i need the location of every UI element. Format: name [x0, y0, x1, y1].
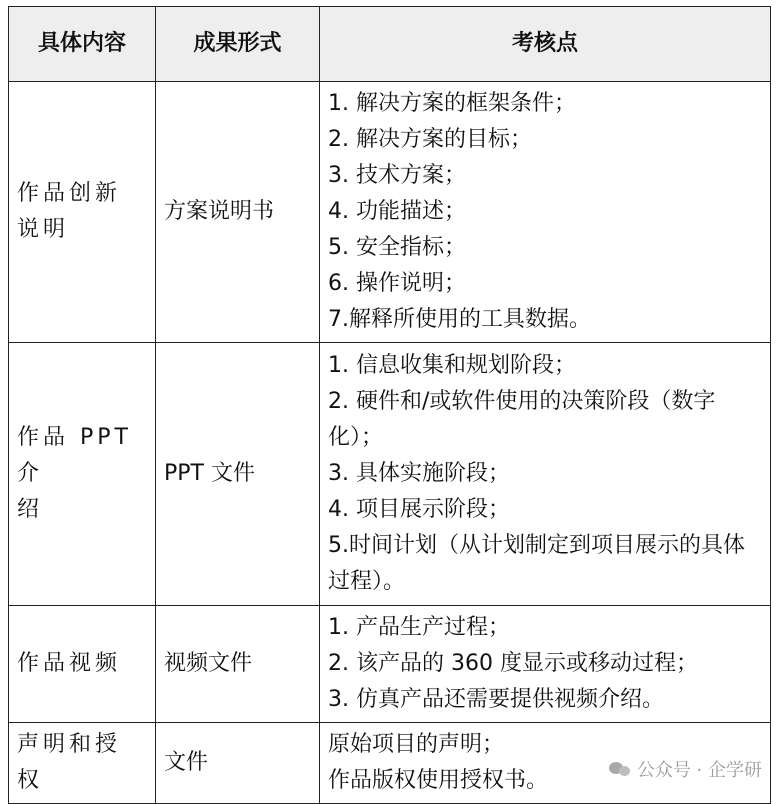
point-item: 4. 项目展示阶段； — [328, 497, 510, 522]
header-points: 考核点 — [320, 7, 771, 82]
point-item: 2. 硬件和/或软件使用的决策阶段（数字化）； — [328, 389, 716, 450]
content-line: 作品 PPT 介 — [17, 425, 132, 486]
point-item: 3. 具体实施阶段； — [328, 461, 510, 486]
point-item: 1. 产品生产过程； — [328, 615, 510, 640]
table-row — [9, 343, 771, 606]
point-item: 6. 操作说明； — [328, 271, 466, 296]
row-form-cell: PPT 文件 — [156, 343, 320, 606]
header-form: 成果形式 — [156, 7, 320, 82]
requirements-table-container — [8, 6, 770, 804]
content-line: 作品创新 — [17, 181, 122, 206]
point-item: 2. 解决方案的目标； — [328, 127, 532, 152]
point-item: 4. 功能描述； — [328, 199, 466, 224]
header-content: 具体内容 — [9, 7, 156, 82]
table-header-row — [9, 7, 771, 82]
row-form-cell: 视频文件 — [156, 606, 320, 723]
point-item: 1. 解决方案的框架条件； — [328, 91, 576, 116]
table-row — [9, 606, 771, 723]
watermark-text: 公众号 · 企学研 — [636, 760, 762, 781]
content-line: 权 — [17, 768, 44, 793]
point-item: 3. 技术方案； — [328, 163, 466, 188]
point-item: 2. 该产品的 360 度显示或移动过程； — [328, 651, 698, 676]
row-content-cell — [9, 723, 156, 804]
row-form-cell: 方案说明书 — [156, 82, 320, 343]
content-line: 作品视频 — [17, 651, 122, 676]
row-content-cell — [9, 343, 156, 606]
row-points-cell — [320, 82, 771, 343]
table-row — [9, 82, 771, 343]
point-item: 1. 信息收集和规划阶段； — [328, 353, 576, 378]
row-content-cell — [9, 82, 156, 343]
content-line: 说明 — [17, 217, 70, 242]
point-item: 原始项目的声明； — [328, 732, 505, 757]
point-item: 作品版权使用授权书。 — [328, 768, 549, 793]
point-item: 3. 仿真产品还需要提供视频介绍。 — [328, 687, 664, 712]
row-form-cell: 文件 — [156, 723, 320, 804]
requirements-table — [8, 6, 771, 804]
row-points-cell — [320, 606, 771, 723]
content-line: 绍 — [17, 497, 44, 522]
watermark — [607, 756, 764, 782]
point-item: 7.解释所使用的工具数据。 — [328, 307, 591, 332]
wechat-logo-icon — [609, 760, 631, 778]
row-content-cell — [9, 606, 156, 723]
point-item: 5. 安全指标； — [328, 235, 466, 260]
row-points-cell — [320, 343, 771, 606]
content-line: 声明和授 — [17, 732, 122, 757]
point-item: 5.时间计划（从计划制定到项目展示的具体过程）。 — [328, 533, 745, 594]
